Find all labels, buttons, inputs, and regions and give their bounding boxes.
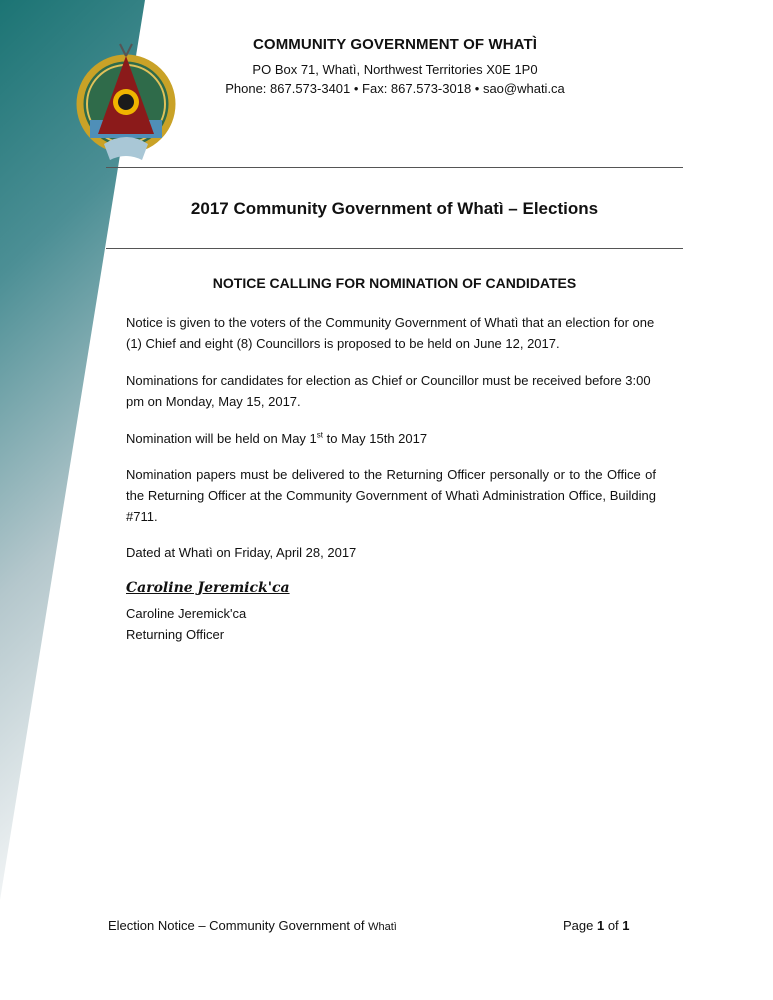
signature: Caroline Jeremick'ca	[126, 580, 290, 596]
notice-paragraph-nomination-period	[126, 428, 656, 449]
signer-title: Returning Officer	[126, 627, 225, 642]
footer-label-community: Whatì	[368, 921, 397, 933]
notice-paragraph-delivery: Nomination papers must be delivered to the Returning Officer personally or to the Office of the Returning Officer at the Community Government of Whatì Administration Office, Building #711.	[126, 467, 656, 524]
page-total: 1	[622, 918, 630, 933]
nomination-period-start: Nomination will be held on May 1	[126, 431, 317, 446]
top-divider	[106, 167, 683, 168]
election-title: 2017 Community Government of Whatì – Elections	[190, 199, 599, 218]
notice-paragraph-deadline: Nominations for candidates for election as Chief or Councillor must be received before 3:00 pm on Monday, May 15, 2017.	[126, 373, 651, 409]
page-current: 1	[596, 918, 605, 933]
page-label: Page	[563, 918, 597, 933]
footer-page-number	[563, 918, 630, 933]
ordinal-suffix: st	[316, 430, 324, 440]
nomination-period-end: to May 15th 2017	[323, 431, 428, 446]
community-seal-logo	[72, 38, 180, 166]
signer-name: Caroline Jeremick'ca	[126, 606, 247, 621]
organization-name: COMMUNITY GOVERNMENT OF WHATÌ	[253, 36, 537, 53]
footer-document-label	[108, 918, 397, 933]
notice-paragraph-dated: Dated at Whatì on Friday, April 28, 2017	[126, 545, 357, 560]
organization-address: PO Box 71, Whatì, Northwest Territories X0E 1P0	[252, 62, 538, 77]
bottom-divider	[106, 248, 683, 249]
organization-contact: Phone: 867.573-3401 • Fax: 867.573-3018 • sao@whati.ca	[225, 81, 565, 96]
page-of: of	[604, 918, 623, 933]
footer-label-text: Election Notice – Community Government of	[108, 918, 369, 933]
notice-heading: NOTICE CALLING FOR NOMINATION OF CANDIDATES	[212, 275, 577, 291]
notice-paragraph-election: Notice is given to the voters of the Community Government of Whatì that an election for one (1) Chief and eight (8) Councillors is proposed to be held on June 12, 2017.	[126, 315, 655, 351]
